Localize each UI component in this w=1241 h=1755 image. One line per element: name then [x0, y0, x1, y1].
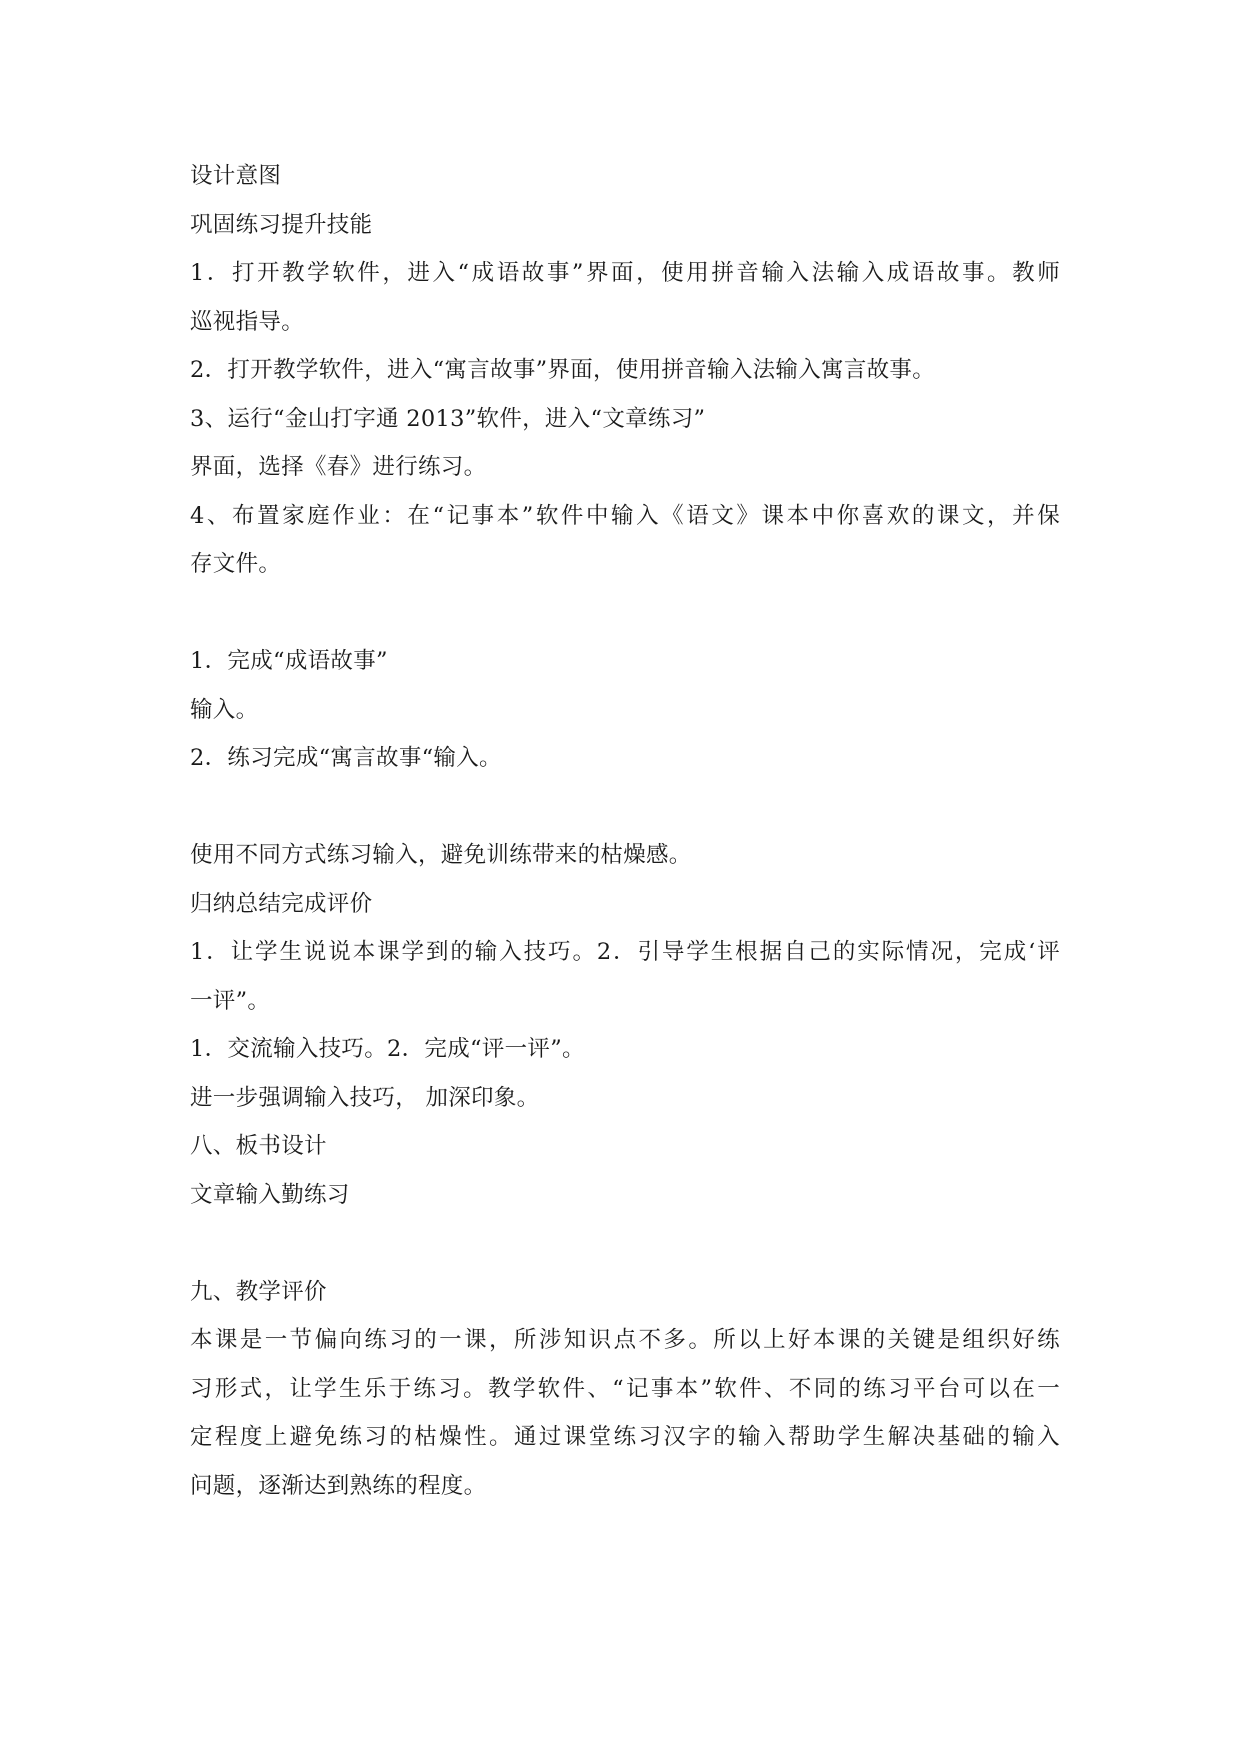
paragraph-line: 问题，逐渐达到熟练的程度。	[190, 1472, 487, 1499]
blank-line	[190, 1219, 1060, 1268]
paragraph-line: 1．让学生说说本课学到的输入技巧。2．引导学生根据自己的实际情况，完成‘评	[190, 939, 1060, 965]
blank-line	[190, 783, 1060, 832]
paragraph-line: 1．打开教学软件，进入“成语故事”界面，使用拼音输入法输入成语故事。教师	[190, 260, 1060, 286]
paragraph-line: 1．交流输入技巧。2．完成“评一评”。	[190, 1036, 585, 1062]
paragraph-line: 习形式，让学生乐于练习。教学软件、“记事本”软件、不同的练习平台可以在一	[190, 1375, 1060, 1402]
paragraph-line: 4、布置家庭作业：在“记事本”软件中输入《语文》课本中你喜欢的课文，并保	[190, 502, 1060, 529]
paragraph-line: 定程度上避免练习的枯燥性。通过课堂练习汉字的输入帮助学生解决基础的输入	[190, 1424, 1060, 1450]
paragraph-line: 存文件。	[190, 551, 282, 577]
paragraph-line: 1．完成“成语故事”	[190, 648, 388, 674]
paragraph-line: 本课是一节偏向练习的一课，所涉知识点不多。所以上好本课的关键是组织好练	[190, 1327, 1060, 1353]
paragraph-line: 使用不同方式练习输入，避免训练带来的枯燥感。	[190, 842, 692, 868]
paragraph-line: 3、运行“金山打字通 2013”软件，进入“文章练习”	[190, 405, 706, 432]
subheading-summary: 归纳总结完成评价	[190, 890, 373, 917]
heading-design-intent: 设计意图	[190, 163, 282, 189]
heading-board-design: 八、板书设计	[190, 1133, 327, 1159]
heading-teaching-evaluation: 九、教学评价	[190, 1278, 327, 1305]
paragraph-line: 2．打开教学软件，进入“寓言故事”界面，使用拼音输入法输入寓言故事。	[190, 357, 936, 383]
paragraph-line: 一评”。	[190, 987, 271, 1014]
paragraph-line: 巡视指导。	[190, 308, 305, 335]
paragraph-line: 输入。	[190, 696, 259, 723]
paragraph-line: 2．练习完成“寓言故事“输入。	[190, 745, 502, 771]
paragraph-line: 界面，选择《春》进行练习。	[190, 454, 487, 480]
subheading-practice: 巩固练习提升技能	[190, 211, 373, 238]
blank-line	[190, 589, 1060, 638]
paragraph-line: 进一步强调输入技巧， 加深印象。	[190, 1084, 540, 1111]
document-body	[190, 152, 1060, 1510]
paragraph-line: 文章输入勤练习	[190, 1181, 350, 1208]
